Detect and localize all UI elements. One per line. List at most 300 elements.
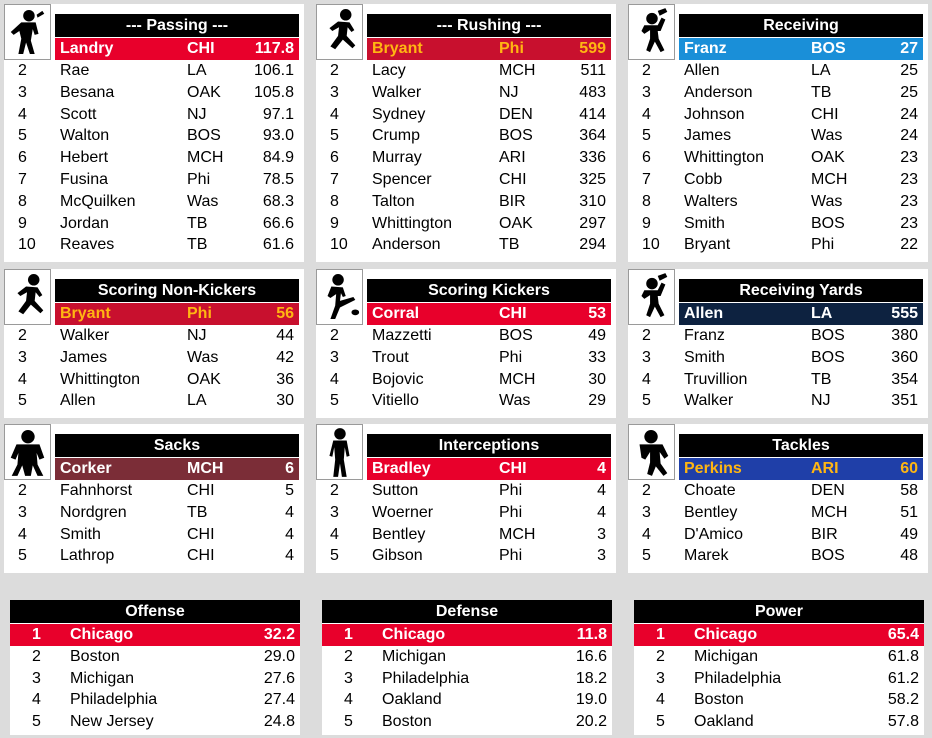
table-row[interactable]	[322, 711, 612, 733]
rank: 5	[642, 392, 651, 410]
rank: 3	[330, 348, 339, 366]
player-name: Anderson	[684, 83, 753, 101]
player-name: Mazzetti	[372, 327, 432, 344]
player-name: Allen	[684, 305, 724, 322]
leaderboard-card	[4, 269, 304, 418]
rank: 10	[18, 236, 36, 254]
stat-value: 351	[891, 392, 918, 410]
team-abbr: Phi	[187, 305, 212, 322]
stat-value: 4	[285, 503, 294, 521]
table-row[interactable]	[628, 82, 923, 104]
stat-value: 20.2	[575, 713, 607, 731]
team-abbr: MCH	[499, 62, 536, 79]
board-title: Interceptions	[367, 434, 611, 457]
player-name: Smith	[60, 525, 101, 543]
stat-value: 360	[891, 348, 918, 366]
stat-value: 61.2	[887, 669, 919, 687]
rank: 1	[344, 626, 353, 643]
player-name: Walton	[60, 127, 110, 145]
team-abbr: MCH	[811, 171, 848, 188]
table-row[interactable]	[316, 60, 611, 82]
player-name: Corker	[60, 460, 112, 477]
table-row[interactable]	[316, 234, 611, 256]
team-abbr: Was	[811, 192, 843, 210]
leader-row[interactable]	[679, 458, 923, 480]
rank: 2	[330, 327, 339, 344]
stat-value: 58.2	[887, 691, 919, 709]
stat-value: 65.4	[887, 626, 919, 643]
table-row[interactable]	[628, 390, 923, 412]
team-name: Philadelphia	[70, 691, 158, 709]
rank: 5	[642, 547, 651, 565]
rank: 3	[344, 669, 353, 687]
table-row[interactable]	[628, 234, 923, 256]
stat-value: 11.8	[576, 626, 607, 643]
table-row[interactable]	[10, 711, 300, 733]
team-ranking-card	[10, 600, 300, 735]
rank: 8	[18, 192, 27, 210]
stat-value: 58	[900, 482, 918, 499]
player-name: Fahnhorst	[60, 482, 133, 499]
table-row[interactable]	[628, 502, 923, 524]
player-name: Whittington	[60, 370, 141, 388]
team-name: Oakland	[382, 691, 442, 709]
rank: 2	[642, 327, 651, 344]
table-row[interactable]	[634, 689, 924, 711]
stat-value: 23	[900, 192, 918, 210]
table-row[interactable]	[10, 689, 300, 711]
stat-value: 5	[285, 482, 294, 499]
team-abbr: DEN	[811, 482, 845, 499]
rank: 3	[642, 83, 651, 101]
rank: 3	[330, 83, 339, 101]
rank: 5	[18, 127, 27, 145]
stat-value: 33	[588, 348, 606, 366]
table-row[interactable]	[316, 325, 611, 347]
team-abbr: BIR	[811, 525, 838, 543]
team-abbr: TB	[811, 83, 832, 101]
stat-value: 4	[597, 460, 606, 477]
player-name: James	[684, 127, 732, 145]
rank: 2	[642, 482, 651, 499]
player-name: Lathrop	[60, 547, 115, 565]
lineman-icon	[4, 424, 51, 480]
player-name: Walker	[372, 83, 422, 101]
stat-value: 336	[579, 149, 606, 167]
stat-value: 294	[579, 236, 606, 254]
team-abbr: TB	[187, 214, 208, 232]
rank: 3	[642, 348, 651, 366]
table-row[interactable]	[628, 545, 923, 567]
stat-value: 97.1	[262, 105, 294, 123]
stat-value: 78.5	[262, 171, 294, 188]
team-abbr: Was	[499, 392, 531, 410]
stat-value: 93.0	[262, 127, 294, 145]
player-name: Fusina	[60, 171, 109, 188]
team-name: Chicago	[70, 626, 134, 643]
player-name: Marek	[684, 547, 729, 565]
player-name: Truvillion	[684, 370, 748, 388]
team-abbr: LA	[187, 62, 207, 79]
team-name: New Jersey	[70, 713, 154, 731]
table-row[interactable]	[4, 325, 299, 347]
leaderboard-card	[4, 424, 304, 573]
stat-value: 61.8	[887, 647, 919, 665]
leader-row[interactable]	[322, 624, 612, 646]
board-title: Power	[634, 600, 924, 623]
player-name: Bojovic	[372, 370, 424, 388]
team-name: Boston	[694, 691, 744, 709]
team-name: Michigan	[382, 647, 447, 665]
player-name: Talton	[372, 192, 415, 210]
team-abbr: MCH	[187, 460, 224, 477]
team-abbr: NJ	[499, 83, 519, 101]
player-name: Reaves	[60, 236, 115, 254]
table-row[interactable]	[628, 125, 923, 147]
rank: 1	[656, 626, 665, 643]
team-abbr: CHI	[499, 171, 527, 188]
player-name: Spencer	[372, 171, 432, 188]
table-row[interactable]	[10, 646, 300, 668]
team-abbr: CHI	[187, 40, 215, 57]
defensive-back-icon	[316, 424, 363, 480]
table-row[interactable]	[316, 213, 611, 235]
table-row[interactable]	[316, 390, 611, 412]
stat-value: 48	[900, 547, 918, 565]
stat-value: 4	[597, 503, 606, 521]
team-abbr: Was	[811, 127, 843, 145]
table-row[interactable]	[4, 502, 299, 524]
team-abbr: BIR	[499, 192, 526, 210]
leader-row[interactable]	[367, 38, 611, 60]
table-row[interactable]	[4, 524, 299, 546]
player-name: Allen	[60, 392, 96, 410]
table-row[interactable]	[628, 147, 923, 169]
stat-value: 310	[579, 192, 606, 210]
stat-value: 23	[900, 171, 918, 188]
player-name: McQuilken	[60, 192, 136, 210]
team-abbr: CHI	[187, 547, 215, 565]
stat-value: 19.0	[575, 691, 607, 709]
table-row[interactable]	[628, 347, 923, 369]
leaderboard-card	[316, 269, 616, 418]
rank: 4	[330, 105, 339, 123]
rank: 5	[330, 392, 339, 410]
team-abbr: MCH	[499, 370, 536, 388]
team-abbr: ARI	[499, 149, 526, 167]
rank: 4	[330, 370, 339, 388]
rank: 2	[344, 647, 353, 665]
player-name: Gibson	[372, 547, 423, 565]
rank: 4	[18, 370, 27, 388]
board-title: Offense	[10, 600, 300, 623]
table-row[interactable]	[628, 213, 923, 235]
board-title: --- Rushing ---	[367, 14, 611, 37]
rank: 3	[656, 669, 665, 687]
team-abbr: BOS	[187, 127, 221, 145]
table-row[interactable]	[634, 711, 924, 733]
running-back-icon	[316, 4, 363, 60]
player-name: Cobb	[684, 171, 723, 188]
table-row[interactable]	[4, 125, 299, 147]
table-row[interactable]	[4, 60, 299, 82]
team-abbr: Phi	[187, 171, 211, 188]
table-row[interactable]	[4, 545, 299, 567]
player-name: Woerner	[372, 503, 434, 521]
table-row[interactable]	[316, 347, 611, 369]
rank: 5	[642, 127, 651, 145]
player-name: Walters	[684, 192, 738, 210]
rank: 10	[330, 236, 348, 254]
rank: 5	[32, 713, 41, 731]
rank: 5	[18, 547, 27, 565]
player-name: Whittington	[372, 214, 453, 232]
table-row[interactable]	[316, 147, 611, 169]
team-name: Chicago	[382, 626, 446, 643]
stat-value: 483	[579, 83, 606, 101]
rank: 4	[32, 691, 41, 709]
table-row[interactable]	[316, 480, 611, 502]
table-row[interactable]	[316, 82, 611, 104]
stat-value: 27.4	[263, 691, 295, 709]
team-abbr: TB	[499, 236, 520, 254]
board-title: Receiving	[679, 14, 923, 37]
table-row[interactable]	[316, 169, 611, 191]
table-row[interactable]	[4, 390, 299, 412]
stat-value: 414	[579, 105, 606, 123]
table-row[interactable]	[10, 668, 300, 690]
rank: 5	[330, 547, 339, 565]
stat-value: 49	[900, 525, 918, 543]
table-row[interactable]	[322, 646, 612, 668]
player-name: Smith	[684, 348, 725, 366]
table-row[interactable]	[316, 104, 611, 126]
kicker-icon	[316, 269, 363, 325]
leader-row[interactable]	[679, 303, 923, 325]
team-abbr: DEN	[499, 105, 533, 123]
table-row[interactable]	[628, 191, 923, 213]
table-row[interactable]	[316, 545, 611, 567]
stat-value: 105.8	[253, 83, 294, 101]
stat-value: 22	[900, 236, 918, 254]
stat-value: 325	[579, 171, 606, 188]
stat-value: 23	[900, 149, 918, 167]
stat-value: 27	[900, 40, 918, 57]
team-abbr: LA	[811, 62, 831, 79]
team-name: Michigan	[694, 647, 759, 665]
table-row[interactable]	[4, 191, 299, 213]
rank: 2	[18, 327, 27, 344]
table-row[interactable]	[4, 480, 299, 502]
rank: 8	[642, 192, 651, 210]
team-name: Michigan	[70, 669, 135, 687]
team-abbr: OAK	[499, 214, 533, 232]
running-back-icon	[4, 269, 51, 325]
table-row[interactable]	[316, 524, 611, 546]
stat-value: 511	[580, 62, 606, 79]
rank: 5	[330, 127, 339, 145]
leader-row[interactable]	[10, 624, 300, 646]
player-name: Bryant	[372, 40, 423, 57]
team-abbr: BOS	[499, 127, 533, 145]
rank: 9	[18, 214, 27, 232]
table-row[interactable]	[4, 169, 299, 191]
player-name: Smith	[684, 214, 725, 232]
rank: 10	[642, 236, 660, 254]
rank: 7	[642, 171, 651, 188]
leader-row[interactable]	[55, 303, 299, 325]
rank: 4	[642, 370, 651, 388]
rank: 3	[18, 503, 27, 521]
rank: 6	[330, 149, 339, 167]
rank: 4	[330, 525, 339, 543]
leader-row[interactable]	[55, 458, 299, 480]
team-name: Boston	[382, 713, 432, 731]
rank: 2	[330, 62, 339, 79]
stat-value: 3	[597, 547, 606, 565]
team-name: Philadelphia	[694, 669, 782, 687]
player-name: Franz	[684, 40, 727, 57]
stat-value: 36	[276, 370, 294, 388]
board-title: Receiving Yards	[679, 279, 923, 302]
team-abbr: OAK	[187, 370, 221, 388]
stat-value: 24.8	[263, 713, 295, 731]
leader-row[interactable]	[55, 38, 299, 60]
table-row[interactable]	[628, 169, 923, 191]
rank: 3	[32, 669, 41, 687]
team-name: Philadelphia	[382, 669, 470, 687]
stat-value: 6	[285, 460, 294, 477]
table-row[interactable]	[628, 524, 923, 546]
stat-value: 29.0	[263, 647, 295, 665]
team-abbr: Phi	[499, 503, 523, 521]
table-row[interactable]	[634, 646, 924, 668]
team-abbr: Phi	[499, 482, 523, 499]
player-name: Crump	[372, 127, 421, 145]
stat-value: 24	[900, 105, 918, 123]
table-row[interactable]	[628, 60, 923, 82]
team-abbr: TB	[811, 370, 832, 388]
table-row[interactable]	[628, 480, 923, 502]
rank: 9	[642, 214, 651, 232]
team-abbr: NJ	[187, 105, 207, 123]
stat-value: 297	[579, 214, 606, 232]
team-abbr: TB	[187, 503, 208, 521]
team-abbr: Phi	[499, 547, 523, 565]
rank: 5	[656, 713, 665, 731]
table-row[interactable]	[316, 191, 611, 213]
team-abbr: BOS	[811, 327, 845, 344]
stat-value: 18.2	[575, 669, 607, 687]
stat-value: 16.6	[575, 647, 607, 665]
stat-value: 30	[588, 370, 606, 388]
table-row[interactable]	[316, 125, 611, 147]
player-name: Choate	[684, 482, 736, 499]
player-name: Murray	[372, 149, 422, 167]
table-row[interactable]	[4, 369, 299, 391]
board-title: --- Passing ---	[55, 14, 299, 37]
table-row[interactable]	[4, 147, 299, 169]
board-title: Scoring Kickers	[367, 279, 611, 302]
player-name: Franz	[684, 327, 725, 344]
table-row[interactable]	[322, 689, 612, 711]
table-row[interactable]	[4, 234, 299, 256]
leader-row[interactable]	[367, 303, 611, 325]
rank: 2	[656, 647, 665, 665]
rank: 2	[18, 62, 27, 79]
table-row[interactable]	[628, 104, 923, 126]
rank: 1	[32, 626, 41, 643]
table-row[interactable]	[4, 347, 299, 369]
table-row[interactable]	[628, 369, 923, 391]
table-row[interactable]	[4, 213, 299, 235]
team-name: Oakland	[694, 713, 754, 731]
player-name: James	[60, 348, 108, 366]
team-abbr: MCH	[499, 525, 536, 543]
quarterback-icon	[4, 4, 51, 60]
rank: 7	[330, 171, 339, 188]
player-name: Corral	[372, 305, 420, 322]
stat-value: 42	[276, 348, 294, 366]
rank: 9	[330, 214, 339, 232]
team-abbr: NJ	[187, 327, 207, 344]
rank: 7	[18, 171, 27, 188]
stat-value: 44	[276, 327, 294, 344]
rank: 3	[18, 348, 27, 366]
rank: 5	[344, 713, 353, 731]
stat-value: 4	[285, 525, 294, 543]
player-name: Perkins	[684, 460, 742, 477]
leader-row[interactable]	[367, 458, 611, 480]
table-row[interactable]	[316, 369, 611, 391]
rank: 4	[642, 525, 651, 543]
stat-value: 106.1	[253, 62, 294, 79]
stat-value: 3	[597, 525, 606, 543]
table-row[interactable]	[4, 104, 299, 126]
stat-value: 364	[579, 127, 606, 145]
leaderboard-card	[628, 269, 928, 418]
table-row[interactable]	[4, 82, 299, 104]
board-title: Sacks	[55, 434, 299, 457]
player-name: Besana	[60, 83, 115, 101]
board-title: Defense	[322, 600, 612, 623]
stat-value: 4	[285, 547, 294, 565]
rank: 4	[642, 105, 651, 123]
rank: 4	[18, 525, 27, 543]
stat-value: 555	[891, 305, 918, 322]
team-abbr: LA	[187, 392, 207, 410]
team-abbr: BOS	[811, 40, 846, 57]
rank: 8	[330, 192, 339, 210]
rank: 4	[344, 691, 353, 709]
stat-value: 51	[900, 503, 918, 521]
player-name: Bryant	[60, 305, 111, 322]
table-row[interactable]	[634, 668, 924, 690]
stat-value: 32.2	[263, 626, 295, 643]
team-ranking-card	[322, 600, 612, 735]
leader-row[interactable]	[679, 38, 923, 60]
stat-value: 30	[276, 392, 294, 410]
table-row[interactable]	[316, 502, 611, 524]
rank: 6	[642, 149, 651, 167]
leader-row[interactable]	[634, 624, 924, 646]
team-abbr: LA	[811, 305, 833, 322]
table-row[interactable]	[628, 325, 923, 347]
player-name: Bradley	[372, 460, 431, 477]
board-title: Tackles	[679, 434, 923, 457]
player-name: Bentley	[684, 503, 738, 521]
table-row[interactable]	[322, 668, 612, 690]
